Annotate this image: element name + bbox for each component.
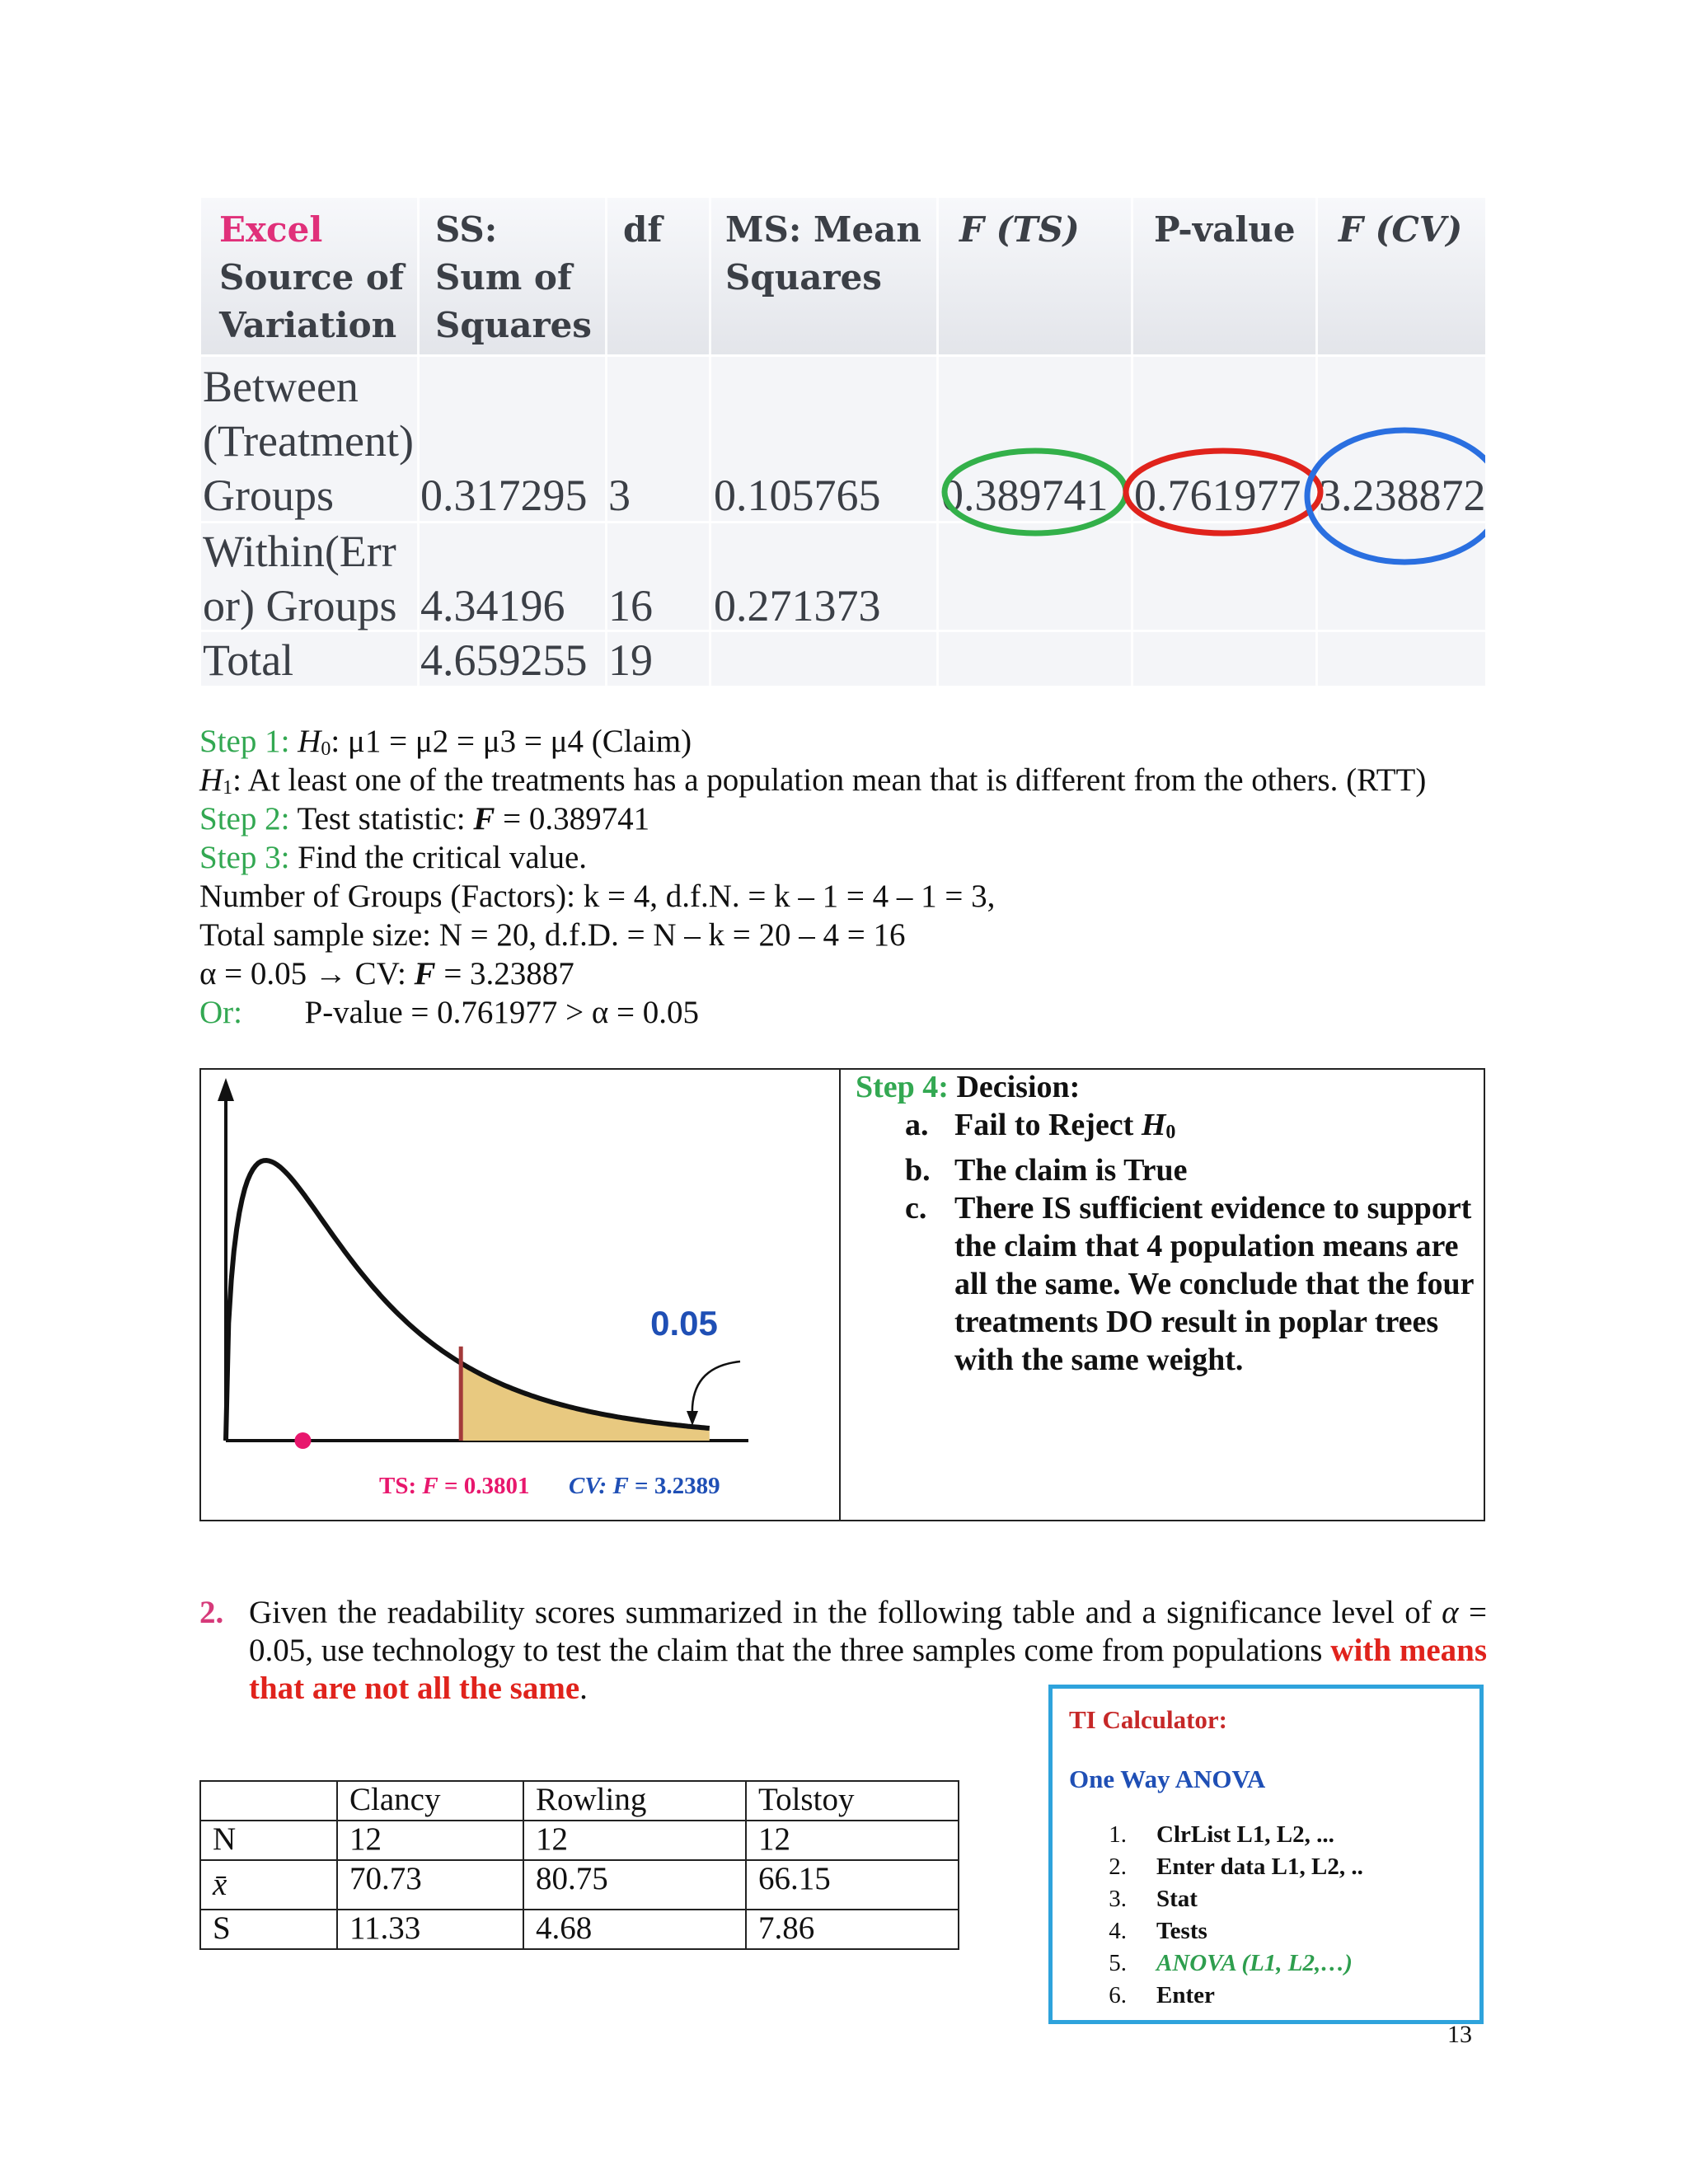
decision-list: [856, 1106, 1482, 1379]
header-p-value: P-value: [1154, 209, 1296, 250]
header-f-cv: F (CV): [1339, 209, 1463, 250]
header-ms: MS: Mean Squares: [725, 209, 921, 298]
step1-line: Step 1: $H_0$: μ1 = μ2 = μ3 = μ4 (Claim): [199, 724, 692, 760]
header-df: df: [623, 209, 663, 250]
p-value-highlight: [1126, 451, 1320, 533]
step3-line: Step 3: Find the critical value.: [199, 840, 588, 875]
alpha-arrow: [692, 1361, 740, 1416]
f-ts-highlight: [945, 451, 1126, 533]
readability-table: [199, 1780, 959, 1950]
between-ss: 0.317295: [420, 471, 588, 520]
step2-line: Step 2: Test statistic: F = 0.389741: [199, 801, 650, 837]
decision-text: [856, 1068, 1482, 1379]
row-between-label: Between (Treatment) Groups: [203, 362, 414, 520]
ti-calculator-box: [1048, 1685, 1484, 2024]
between-f-cv: 3.238872: [1319, 471, 1485, 520]
between-p-value: 0.761977: [1134, 471, 1301, 520]
list-item: 6. Enter: [1109, 1982, 1215, 2008]
decision-a: a. Fail to Reject $H_0$: [905, 1108, 1176, 1143]
list-item: 3. Stat: [1109, 1886, 1198, 1912]
row-within-label: Within(Err or) Groups: [203, 527, 397, 630]
header-f-ts: F (TS): [959, 209, 1080, 250]
table-header-row: Clancy Rowling Tolstoy: [200, 1781, 959, 1821]
total-df: 19: [608, 635, 653, 685]
table-row: S 11.33 4.68 7.86: [200, 1910, 959, 1949]
f-cv-highlight: [1307, 430, 1485, 562]
rejection-region: [461, 1363, 710, 1441]
sample-size-line: Total sample size: N = 20, d.f.D. = N – k = 20 – 4 = 16: [199, 917, 906, 953]
list-item: 2. Enter data L1, L2, ..: [1109, 1854, 1363, 1880]
solution-steps: [199, 722, 1502, 1032]
row-total-label: Total: [203, 635, 294, 685]
anova-table-image: [201, 198, 1485, 686]
decision-divider: [839, 1068, 841, 1521]
alpha-arrow-head: [687, 1411, 698, 1426]
ti-steps: [1069, 1819, 1363, 2012]
decision-c: c. There IS sufficient evidence to support the claim that 4 population means are all the same. We conclude that the four treatments DO result in poplar trees with the same weight.: [905, 1191, 1474, 1377]
within-ss: 4.34196: [420, 581, 565, 630]
problem-number: 2.: [199, 1595, 224, 1630]
critical-value-line: α = 0.05 → CV: F = 3.23887: [199, 956, 574, 991]
p-value-line: Or: P-value = 0.761977 > α = 0.05: [199, 995, 700, 1030]
between-f-ts: 0.389741: [941, 471, 1109, 520]
list-item: 1. ClrList L1, L2, ...: [1109, 1821, 1334, 1848]
f-distribution-graph: [206, 1071, 832, 1516]
y-axis-arrow: [218, 1078, 234, 1101]
ts-label: TS: F = 0.3801: [379, 1473, 530, 1499]
within-df: 16: [608, 581, 653, 630]
alpha-label: 0.05: [650, 1304, 718, 1343]
problem-2-text: Given the readability scores summarized in the following table and a significance level of α = 0.05, use technology to test the claim that the three samples come from populations with means that are not all the same.: [249, 1595, 1487, 1706]
ti-subtitle: One Way ANOVA: [1069, 1765, 1266, 1793]
header-ss: SS: Sum of Squares: [435, 209, 592, 345]
h1-line: $H_1$: At least one of the treatments has a population mean that is different from the others. (RTT): [199, 762, 1427, 799]
groups-line: Number of Groups (Factors): k = 4, d.f.N. = k – 1 = 4 – 1 = 3,: [199, 879, 996, 914]
test-statistic-point: [294, 1432, 311, 1449]
between-ms: 0.105765: [714, 471, 881, 520]
between-df: 3: [608, 471, 631, 520]
table-row: x̄ 70.73 80.75 66.15: [200, 1860, 959, 1910]
header-source: Excel Source of Variation: [219, 209, 405, 345]
ti-title: TI Calculator:: [1069, 1705, 1228, 1734]
page-number: 13: [1447, 2021, 1472, 2048]
total-ss: 4.659255: [420, 635, 588, 685]
table-row: N 12 12 12: [200, 1821, 959, 1860]
decision-title: Step 4: Decision:: [856, 1070, 1081, 1104]
cv-label: CV: F = 3.2389: [569, 1473, 720, 1499]
list-item: 4. Tests: [1109, 1918, 1207, 1944]
list-item: 5. ANOVA (L1, L2,…): [1109, 1950, 1353, 1976]
within-ms: 0.271373: [714, 581, 881, 630]
highlight-ellipses: [201, 198, 1485, 686]
decision-b: b. The claim is True: [905, 1153, 1188, 1188]
